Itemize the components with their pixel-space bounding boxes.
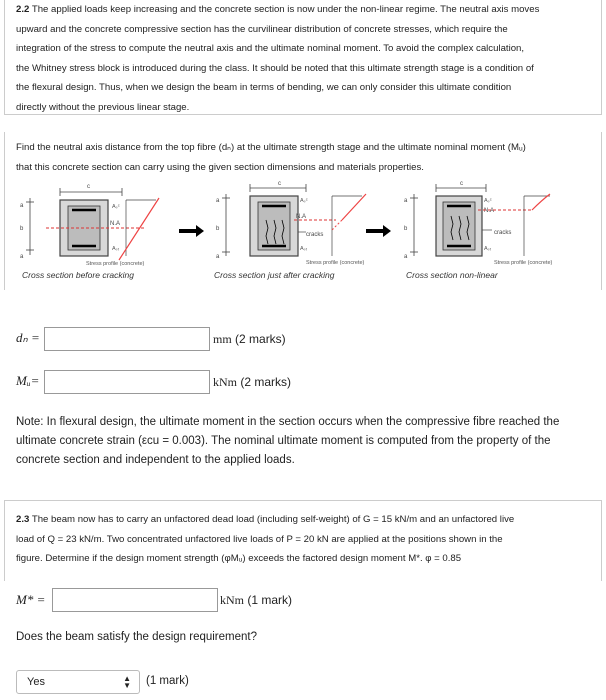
mstar-label: M* =	[16, 592, 46, 607]
mu-unit-row	[213, 375, 291, 390]
q22-heading: 2.2	[16, 4, 30, 15]
mu-marks: (2 marks)	[240, 375, 292, 389]
select-value: Yes	[27, 676, 45, 688]
q23-line-3: figure. Determine if the design moment strength (φMᵤ) exceeds the factored design moment M*. φ = 0.85	[16, 553, 462, 564]
label-a2-3: a	[404, 254, 408, 260]
q23-line-1-text: The beam now has to carry an unfactored dead load (including self-weight) of G = 15 kN/m and an unfactored live	[31, 514, 515, 525]
label-na-1: N.A	[110, 221, 121, 227]
label-b-3: b	[404, 226, 408, 232]
label-b-2: b	[216, 226, 220, 232]
updown-icon: ▲ ▼	[123, 674, 131, 690]
label-cracks-2: cracks	[306, 232, 324, 238]
caption-2: Cross section just after cracking	[214, 270, 335, 280]
q22-task-line-2: that this concrete section can carry using the given section dimensions and materials properties.	[16, 161, 424, 173]
q22-intro-line-4: the Whitney stress block is introduced during the class. It should be noted that this ultimate strength stage is a condition of	[16, 62, 534, 74]
stress-label-2: Stress profile (concrete)	[306, 260, 365, 266]
dn-label: dₙ =	[16, 330, 40, 345]
stress-label-1: Stress profile (concrete)	[86, 261, 145, 267]
label-c-2: c	[278, 181, 281, 187]
panel-before-cracking	[20, 184, 159, 280]
stress-label-3: Stress profile (concrete)	[494, 260, 553, 266]
label-a-2: a	[216, 198, 220, 204]
mstar-unit-row	[220, 593, 292, 608]
mstar-marks: (1 mark)	[247, 593, 293, 607]
note-line-2: ultimate concrete strain (εcu = 0.003). The nominal ultimate moment is computed from the property of the	[16, 435, 551, 447]
label-cracks-3: cracks	[494, 230, 512, 236]
q23-line-1	[16, 510, 598, 530]
q23-question: Does the beam satisfy the design requirement?	[16, 631, 257, 643]
mstar-unit: kNm	[220, 593, 244, 607]
label-na-3: N.A	[484, 208, 495, 214]
label-ast-1: Aₛₜ	[112, 246, 120, 252]
label-asc-3: Aₛᶜ	[484, 198, 492, 204]
label-asc-1: Aₛᶜ	[112, 204, 120, 210]
mstar-input[interactable]	[52, 588, 218, 612]
q22-intro-line-2: upward and the concrete compressive section has the curvilinear distribution of concrete stresses, which require the	[16, 23, 508, 35]
cross-section-figure	[16, 180, 596, 285]
panel-just-after-cracking	[214, 181, 366, 280]
dn-unit-row	[213, 332, 286, 347]
caption-3: Cross section non-linear	[406, 270, 498, 280]
q22-intro-line-6: directly without the previous linear stage.	[16, 101, 190, 113]
label-ast-2: Aₛₜ	[300, 246, 308, 252]
label-a2-2: a	[216, 254, 220, 260]
q22-intro-line-1	[16, 0, 598, 20]
q22-intro-line-5: the flexural design. Thus, when we design the beam in terms of bending, we can only consider this ultimate condition	[16, 82, 512, 93]
caption-1: Cross section before cracking	[22, 270, 134, 280]
dn-unit: mm	[213, 332, 232, 346]
label-ast-3: Aₛₜ	[484, 246, 492, 252]
label-c: c	[87, 184, 90, 190]
label-asc-2: Aₛᶜ	[300, 198, 308, 204]
label-a2: a	[20, 254, 24, 260]
label-a-3: a	[404, 198, 408, 204]
q22-intro	[16, 0, 598, 117]
dn-input[interactable]	[44, 327, 210, 351]
label-a: a	[20, 203, 24, 209]
panel-non-linear	[404, 181, 553, 280]
select-marks: (1 mark)	[146, 675, 189, 687]
mu-input[interactable]	[44, 370, 210, 394]
label-c-3: c	[460, 181, 463, 187]
arrow-icon-2	[366, 225, 391, 237]
q22-task-line-1: Find the neutral axis distance from the top fibre (dₙ) at the ultimate strength stage and the ultimate nominal moment (Mᵤ)	[16, 142, 526, 153]
note-line-1: Note: In flexural design, the ultimate moment in the section occurs when the compressive fibre reached the	[16, 416, 560, 428]
q23-heading: 2.3	[16, 514, 30, 525]
label-b: b	[20, 226, 24, 232]
q22-intro-text-1: The applied loads keep increasing and the concrete section is now under the non-linear regime. The neutral axis moves	[31, 4, 540, 15]
arrow-icon-1	[179, 225, 204, 237]
yes-no-select[interactable]	[16, 670, 140, 694]
q22-intro-line-3: integration of the stress to compute the neutral axis and the ultimate nominal moment. To avoid the complex calculation,	[16, 43, 525, 54]
q22-task	[16, 138, 598, 177]
label-na-2: N.A	[296, 214, 307, 220]
q23-line-2: load of Q = 23 kN/m. Two concentrated unfactored live loads of P = 20 kN are applied at the positions shown in the	[16, 533, 503, 545]
q22-note	[16, 413, 598, 470]
dn-marks: (2 marks)	[235, 332, 286, 346]
note-line-3: concrete section and independent to the applied loads.	[16, 454, 295, 466]
mu-label: Mᵤ=	[16, 373, 40, 388]
mu-unit: kNm	[213, 375, 237, 389]
q23-text	[16, 510, 598, 569]
